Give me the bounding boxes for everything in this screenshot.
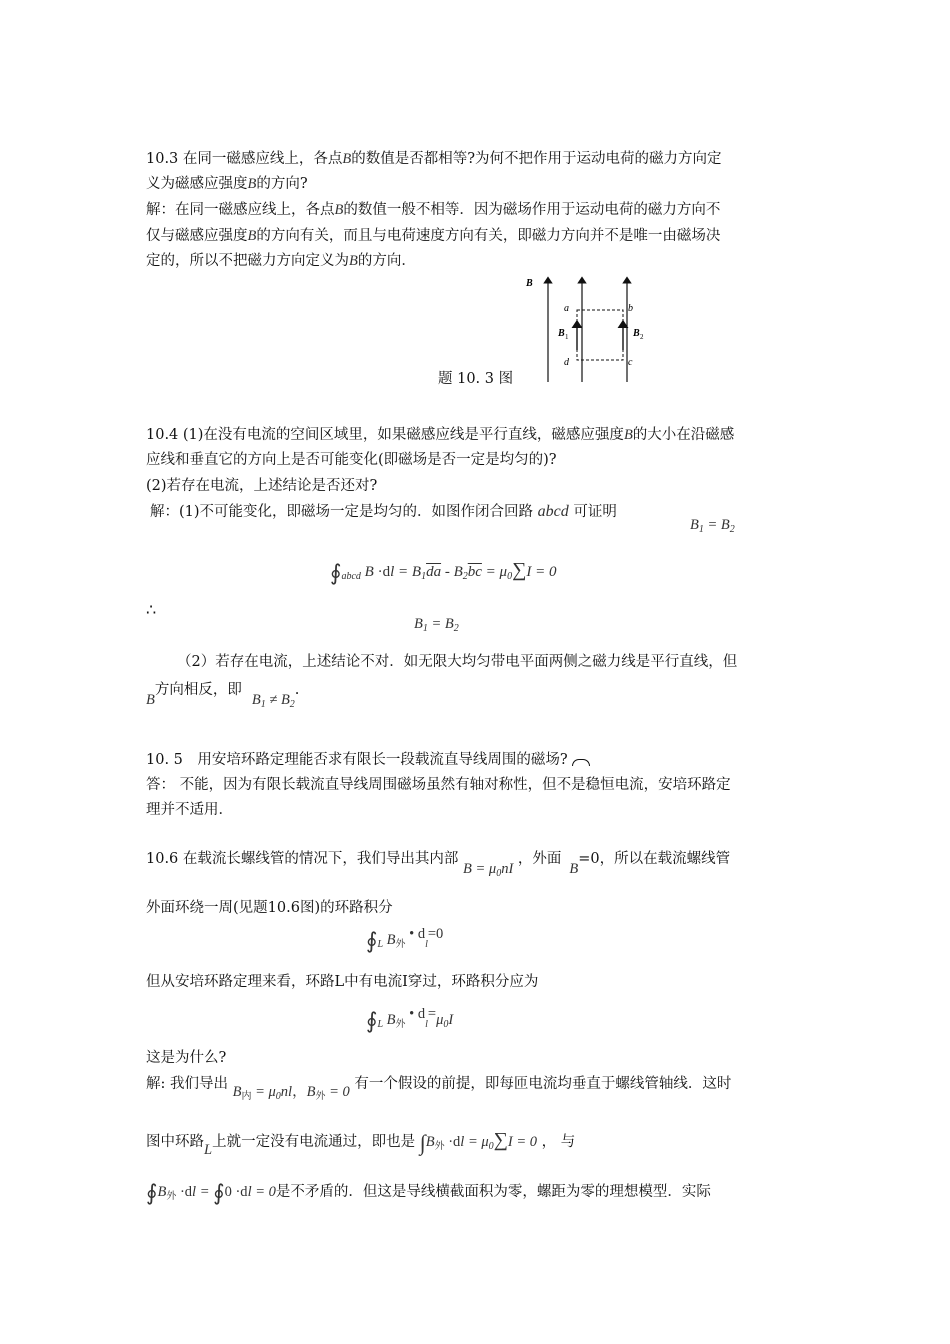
figure-caption: 题 10. 3 图 bbox=[438, 371, 514, 387]
q10-6-answer-2 bbox=[146, 1130, 575, 1157]
text: 定的，所以不把磁力方向定义为 bbox=[146, 253, 349, 269]
math-abcd: abcd bbox=[537, 503, 569, 520]
math-sub: l bbox=[425, 939, 428, 950]
sum-icon: ∑ bbox=[512, 559, 527, 581]
math-B: B bbox=[247, 228, 257, 244]
text: 10.3 在同一磁感应线上，各点 bbox=[146, 151, 343, 167]
math: - bbox=[441, 564, 454, 580]
text: 10.6 在载流长螺线管的情况下，我们导出其内部 bbox=[146, 851, 459, 867]
q10-3-line-1 bbox=[146, 149, 722, 169]
label-d: d bbox=[564, 357, 569, 368]
text: 上就一定没有电流通过，即也是 bbox=[212, 1134, 416, 1150]
math-sub: 外 bbox=[166, 1191, 177, 1202]
math: ·d bbox=[444, 1134, 461, 1150]
q10-6-line-4: 这是为什么? bbox=[146, 1050, 227, 1066]
math: = bbox=[427, 1006, 437, 1022]
math: • d bbox=[409, 1006, 426, 1022]
math: B bbox=[463, 861, 472, 877]
math-sub: 0 bbox=[496, 868, 502, 879]
contour-integral-icon: ∮ bbox=[366, 928, 378, 953]
loop-abcd bbox=[577, 310, 623, 360]
text: 解: 我们导出 bbox=[146, 1076, 228, 1092]
label-c: c bbox=[628, 357, 633, 368]
math: $\overline{da}$ bbox=[426, 564, 442, 580]
q10-4-line-1 bbox=[146, 425, 734, 445]
q10-4-line-3: (2)若存在电流，上述结论是否还对? bbox=[146, 478, 378, 494]
math: I bbox=[448, 1012, 454, 1028]
math: = 0 bbox=[251, 1184, 276, 1200]
label-b: b bbox=[628, 303, 633, 314]
text: 10.4 (1)在没有电流的空间区域里，如果磁感应线是平行直线，磁感应强度 bbox=[146, 427, 624, 443]
math-B: B bbox=[623, 427, 633, 443]
math: B bbox=[306, 1084, 316, 1100]
text: ， 与 bbox=[541, 1134, 576, 1150]
math: ·d bbox=[373, 564, 391, 580]
math: nI bbox=[501, 861, 514, 877]
math-B: B bbox=[342, 151, 352, 167]
q10-6-line-3: 但从安培环路定理来看，环路L中有电流I穿过，环路积分应为 bbox=[146, 974, 539, 990]
q10-4-answer-1 bbox=[150, 502, 617, 522]
math: = μ bbox=[251, 1084, 276, 1100]
math: = bbox=[394, 564, 412, 580]
text: 的大小在沿磁感 bbox=[632, 427, 735, 443]
math: ≠ bbox=[265, 692, 281, 708]
text: 10. 5 用安培环路定理能否求有限长一段载流直导线周围的磁场? bbox=[146, 752, 568, 768]
q10-4-answer-3 bbox=[146, 680, 300, 710]
contour-integral-icon: ∮ bbox=[146, 1180, 158, 1205]
math-sub: 2 bbox=[729, 524, 735, 535]
text: 有一个假设的前提，即每匝电流均垂直于螺线管轴线．这时 bbox=[354, 1076, 732, 1092]
math-B-in-B-out bbox=[233, 1084, 350, 1100]
text: 的数值一般不相等．因为磁场作用于运动电荷的磁力方向不 bbox=[343, 202, 721, 218]
math: l bbox=[390, 564, 395, 580]
math: B bbox=[386, 1012, 396, 1028]
text: 的数值是否都相等?为何不把作用于运动电荷的磁力方向定 bbox=[351, 151, 722, 167]
math-L: L bbox=[204, 1142, 213, 1158]
text: 图中环路 bbox=[146, 1134, 204, 1150]
math: = bbox=[703, 517, 721, 533]
text: 的方向． bbox=[357, 253, 416, 269]
math-sub: 外 bbox=[395, 1019, 406, 1030]
math: B bbox=[425, 1134, 435, 1150]
q10-3-answer-1 bbox=[146, 200, 720, 220]
math-sub: 1 bbox=[422, 623, 428, 634]
math-sub: 1 bbox=[260, 699, 266, 710]
math-B: B bbox=[569, 861, 579, 877]
q10-4-answer-2: （2）若存在电流，上述结论不对．如无限大均匀带电平面两侧之磁力线是平行直线，但 bbox=[177, 654, 738, 670]
math-sub: 2 bbox=[289, 699, 295, 710]
label-B1-sub: 1 bbox=[565, 333, 569, 341]
math: $\overline{bc}$ bbox=[467, 564, 482, 580]
math-sub: 外 bbox=[395, 939, 406, 950]
eq-b1-b2 bbox=[690, 515, 735, 540]
integral-icon: ∫ bbox=[419, 1130, 426, 1155]
text: 的方向? bbox=[256, 176, 308, 192]
q10-5-answer-2: 理并不适用． bbox=[146, 802, 233, 818]
text: 解：在同一磁感应线上，各点 bbox=[146, 202, 335, 218]
math-sub: 内 bbox=[241, 1091, 252, 1102]
math: I bbox=[526, 564, 532, 580]
contour-integral-icon: ∮ bbox=[330, 560, 342, 585]
eq-b1-b2-result bbox=[414, 614, 459, 639]
text: 仅与磁感应强度 bbox=[146, 228, 248, 244]
math: l bbox=[460, 1134, 465, 1150]
text: 是不矛盾的．但这是导线横截面积为零，螺距为零的理想模型．实际 bbox=[275, 1184, 711, 1200]
math: = 0 bbox=[512, 1134, 538, 1150]
math-sub: 0 bbox=[443, 1019, 449, 1030]
math-sub: 外 bbox=[434, 1141, 445, 1152]
math: B bbox=[386, 932, 396, 948]
q10-3-answer-2 bbox=[146, 226, 720, 246]
q10-5-answer-1: 答： 不能，因为有限长载流直导线周围磁场虽然有轴对称性，但不是稳恒电流，安培环路定 bbox=[146, 777, 731, 793]
math: l bbox=[192, 1184, 197, 1200]
math: l bbox=[247, 1184, 252, 1200]
math: nl bbox=[280, 1084, 293, 1100]
label-a: a bbox=[564, 303, 569, 314]
math: = bbox=[196, 1184, 214, 1200]
math-sub: 0 bbox=[488, 1141, 494, 1152]
label-B2: B bbox=[633, 328, 640, 339]
figure-10-3 bbox=[520, 272, 660, 384]
q10-6-line-1 bbox=[146, 849, 731, 879]
contour-integral-icon: ∮ bbox=[366, 1008, 378, 1033]
math: • d bbox=[409, 926, 426, 942]
small-arc-mark bbox=[572, 759, 590, 766]
eq-loop-integral bbox=[330, 560, 556, 587]
q10-6-answer-3 bbox=[146, 1182, 711, 1207]
math: B bbox=[444, 616, 454, 632]
label-B: B bbox=[526, 278, 533, 289]
math: = 0 bbox=[325, 1084, 350, 1100]
math-sub: L bbox=[377, 939, 384, 950]
math-neq bbox=[252, 692, 295, 708]
math: μ bbox=[436, 1012, 444, 1028]
math-sub: L bbox=[377, 1019, 384, 1030]
q10-6-line-2: 外面环绕一周(见题10.6图)的环路积分 bbox=[146, 900, 393, 916]
math: B bbox=[280, 692, 290, 708]
math-sub: 1 bbox=[698, 524, 704, 535]
label-B2-sub: 2 bbox=[640, 333, 644, 341]
text: 方向相反，即 bbox=[154, 682, 242, 698]
math-sub: 0 bbox=[507, 571, 513, 582]
text: ，外面 bbox=[517, 851, 562, 867]
text: 可证明 bbox=[573, 504, 617, 520]
contour-integral-icon: ∮ bbox=[213, 1180, 225, 1205]
math: B bbox=[414, 616, 423, 632]
math-B: B bbox=[349, 253, 358, 269]
therefore-icon: ∴ bbox=[146, 600, 157, 619]
math: B bbox=[453, 564, 463, 580]
eq-integral-mu0I bbox=[366, 1006, 454, 1035]
math: B bbox=[157, 1184, 167, 1200]
math: B bbox=[411, 564, 422, 580]
math: = μ bbox=[464, 1134, 489, 1150]
math-B: B bbox=[247, 176, 257, 192]
text: . bbox=[294, 682, 300, 698]
text: 的方向有关，而且与电荷速度方向有关，即磁力方向并不是唯一由磁场决 bbox=[256, 228, 721, 244]
text: 义为磁感应强度 bbox=[146, 176, 248, 192]
math: B bbox=[364, 564, 374, 580]
math: ， bbox=[292, 1084, 307, 1100]
math: = bbox=[427, 616, 445, 632]
q10-3-line-2 bbox=[146, 174, 308, 194]
label-B1: B bbox=[558, 328, 565, 339]
math-B-mu0-nI bbox=[463, 861, 513, 877]
math: = 0 bbox=[531, 564, 557, 580]
math: ·d bbox=[176, 1184, 193, 1200]
text: =0，所以在载流螺线管 bbox=[578, 851, 731, 867]
sum-icon: ∑ bbox=[493, 1129, 508, 1151]
math-sub: l bbox=[425, 1019, 428, 1030]
math: 0 bbox=[224, 1184, 232, 1200]
math-B: B bbox=[334, 202, 344, 218]
math: B bbox=[232, 1084, 242, 1100]
math-sub: abcd bbox=[341, 571, 361, 582]
math-sub: 2 bbox=[462, 571, 468, 582]
eq-integral-zero bbox=[366, 926, 444, 955]
math: =0 bbox=[427, 926, 444, 942]
q10-6-answer-1 bbox=[146, 1074, 732, 1102]
math: B bbox=[720, 517, 730, 533]
q10-5-line-1 bbox=[146, 750, 590, 770]
math: B bbox=[251, 692, 261, 708]
q10-4-line-2: 应线和垂直它的方向上是否可能变化(即磁场是否一定是均匀的)? bbox=[146, 452, 557, 468]
math: = μ bbox=[471, 861, 497, 877]
math-sub: 1 bbox=[421, 571, 427, 582]
math: B bbox=[690, 517, 699, 533]
math-sub: 2 bbox=[453, 623, 459, 634]
math-integral-sum bbox=[419, 1129, 538, 1155]
math: I bbox=[507, 1134, 513, 1150]
math: ·d bbox=[231, 1184, 248, 1200]
math: = μ bbox=[481, 564, 508, 580]
math-B: B bbox=[146, 692, 155, 708]
math-sub: 0 bbox=[275, 1091, 281, 1102]
text: 解：(1)不可能变化，即磁场一定是均匀的．如图作闭合回路 bbox=[150, 504, 534, 520]
math-sub: 外 bbox=[315, 1091, 326, 1102]
q10-3-answer-3 bbox=[146, 251, 416, 271]
math-integral-zero bbox=[146, 1180, 276, 1205]
